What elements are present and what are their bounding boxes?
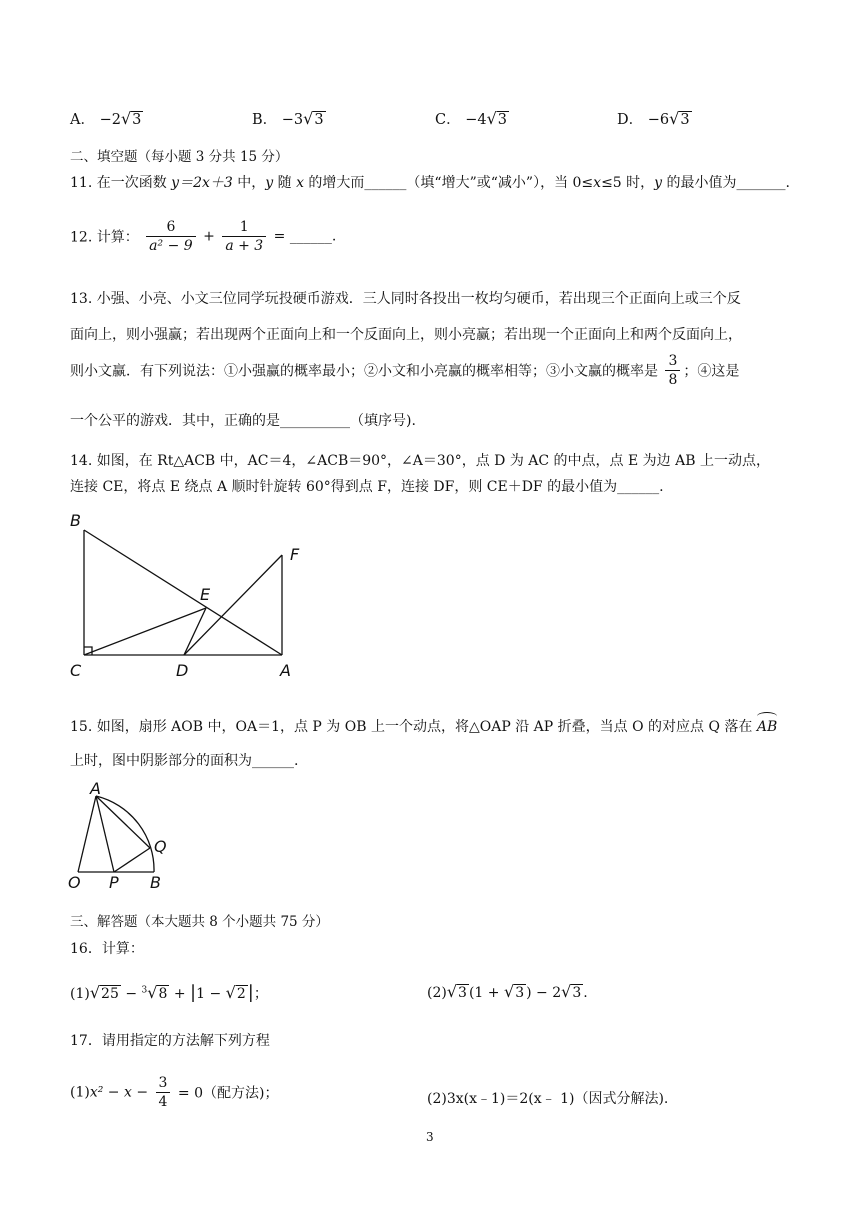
choice-a: A． −2√3	[70, 109, 142, 128]
q11-var-x2: x	[593, 175, 602, 191]
q12-label: 12. 计算：	[70, 229, 139, 246]
q16-p1-root2: 8	[158, 986, 168, 1002]
q17-p1-prefix: (1)	[70, 1084, 90, 1101]
label-b: B	[150, 873, 161, 892]
q11-text-5: ≤5 时，	[601, 175, 655, 191]
q17-p1-expr: x² − x −	[89, 1084, 149, 1101]
q11-var-y: y	[265, 175, 274, 191]
choice-b-radicand: 3	[314, 112, 324, 128]
q13-line-1: 13. 小强、小亮、小文三位同学玩投硬币游戏．三人同时各投出一枚均匀硬币，若出现三个正面向上或三个反	[70, 291, 741, 307]
q17-frac-den: 4	[158, 1094, 168, 1110]
q11-text-6: 的最小值为_______.	[662, 175, 790, 191]
choice-d-label: D．	[617, 112, 644, 128]
choice-b: B． −3√3	[252, 109, 324, 128]
label-d: D	[176, 661, 189, 680]
label-q: Q	[154, 837, 167, 856]
q16-part-1: (1)√25 − $^3$√8 + |1 − √2 |；	[70, 982, 268, 1003]
q15-line-1a: 15. 如图，扇形 AOB 中，OA＝1，点 P 为 OB 上一个动点，将△OAP 沿 AP 折叠，当点 O 的对应点 Q 落在	[70, 719, 753, 735]
q15-sector-figure	[60, 780, 190, 892]
q16-p1-root3: 2	[236, 986, 246, 1002]
segment-df	[184, 555, 282, 655]
q16-part-2: (2)√3 (1 + √3 ) − 2√3 .	[427, 982, 588, 1001]
q13-line-3a: 则小文赢．有下列说法：①小强赢的概率最小；②小文和小亮赢的概率相等；③小文赢的概率是	[70, 363, 658, 380]
q12-fraction-2	[222, 218, 266, 255]
q16-p2-prefix: (2)	[427, 985, 447, 1001]
label-p: P	[109, 873, 119, 892]
q14-triangle-figure	[60, 510, 320, 682]
q11-var-x: x	[296, 175, 304, 191]
choice-c-value: −4	[465, 112, 487, 128]
q16-p2-end: .	[583, 985, 588, 1001]
q16-p1-root1: 25	[101, 986, 119, 1002]
q11-text-4: 的增大而______（填“增大”或“减小”），当 0≤	[303, 175, 594, 191]
q17-label: 17．请用指定的方法解下列方程	[70, 1033, 270, 1049]
q17-part-2: (2)3x(x﹣1)＝2(x﹣ 1)（因式分解法).	[427, 1091, 669, 1107]
choice-c: C． −4√3	[435, 109, 508, 128]
section2-heading: 二、填空题（每小题 3 分共 15 分）	[70, 149, 289, 165]
q14-line-2: 连接 CE，将点 E 绕点 A 顺时针旋转 60°得到点 F，连接 DF，则 CE＋DF 的最小值为______.	[70, 479, 664, 495]
q12-f1-den: a² − 9	[149, 238, 193, 254]
label-o: O	[68, 873, 81, 892]
segment-oa	[78, 796, 96, 872]
q12-f1-num: 6	[146, 218, 196, 237]
q12-f2-den: a + 3	[225, 238, 264, 254]
q11-var-y2: y	[654, 175, 663, 191]
q13-line-4: 一个公平的游戏．其中，正确的是__________（填序号).	[70, 413, 416, 429]
segment-aq	[96, 796, 150, 848]
section3-heading: 三、解答题（本大题共 8 个小题共 75 分）	[70, 914, 329, 930]
q16-p2-root2: 3	[515, 985, 525, 1001]
q12-plus: +	[203, 228, 215, 245]
choice-d-value: −6	[647, 112, 670, 128]
label-f: F	[290, 545, 300, 564]
q17-p1-tail: = 0（配方法)；	[177, 1085, 279, 1102]
page-number: 3	[426, 1130, 434, 1144]
q12-fraction-1	[146, 218, 196, 255]
q16-p2-root1: 3	[458, 985, 467, 1001]
q16-p2-root3: 3	[572, 985, 582, 1001]
q16-p1-abs-a: 1 −	[196, 986, 222, 1002]
q16-p1-end: ；	[253, 986, 268, 1002]
arc-ab-label: AB	[756, 719, 778, 735]
choice-b-value: −3	[281, 112, 304, 128]
q11-text-1: 11. 在一次函数	[70, 175, 172, 191]
label-a: A	[280, 661, 291, 680]
q16-p1-index: 3	[141, 985, 148, 996]
choice-d-radicand: 3	[680, 112, 690, 128]
label-a: A	[90, 780, 101, 798]
label-c: C	[70, 661, 82, 680]
q11-function: y＝2x＋3	[171, 175, 233, 191]
choice-a-radicand: 3	[132, 112, 142, 128]
question-12	[70, 218, 336, 255]
q11-text-2: 中，	[232, 175, 266, 191]
choice-b-label: B．	[252, 112, 278, 128]
q13-line-2: 面向上，则小强赢；若出现两个正面向上和一个反面向上，则小亮赢；若出现一个正面向上和两个反面向上，	[70, 327, 742, 343]
q16-p2-mid: (1 +	[468, 985, 500, 1001]
choice-d: D． −6√3	[617, 109, 690, 128]
label-e: E	[200, 585, 211, 604]
q12-tail: = ______.	[273, 228, 337, 245]
q13-frac-den: 8	[668, 372, 678, 388]
q13-fraction	[665, 352, 680, 389]
q16-p2-minus: − 2	[536, 985, 562, 1001]
q17-frac-num: 3	[156, 1074, 171, 1093]
choice-a-value: −2	[99, 112, 121, 128]
segment-pq	[114, 848, 150, 872]
q17-part-1	[70, 1074, 278, 1111]
choice-c-radicand: 3	[497, 112, 508, 128]
q11-text-3: 随	[273, 175, 297, 191]
question-11	[70, 172, 790, 192]
q12-f2-num: 1	[222, 218, 266, 237]
q15-line-1	[70, 716, 777, 736]
q13-frac-num: 3	[665, 352, 680, 371]
q16-p1-minus: −	[125, 986, 138, 1002]
q17-fraction	[156, 1074, 171, 1111]
segment-ba	[84, 530, 282, 655]
choice-a-label: A．	[70, 112, 95, 128]
q14-line-1: 14. 如图，在 Rt△ACB 中，AC＝4，∠ACB＝90°，∠A＝30°，点 D 为 AC 的中点，点 E 为边 AB 上一动点，	[70, 453, 770, 469]
q15-line-2: 上时，图中阴影部分的面积为______.	[70, 753, 299, 769]
q16-label: 16．计算：	[70, 941, 144, 957]
label-b: B	[70, 511, 81, 530]
segment-ap	[96, 796, 114, 872]
q16-p1-prefix: (1)	[70, 986, 90, 1002]
q13-line-3b: ；④这是	[683, 363, 740, 380]
q16-p1-plus: +	[173, 986, 186, 1002]
choice-c-label: C．	[435, 112, 461, 128]
q16-p2-close: )	[526, 985, 532, 1001]
q13-line-3	[70, 352, 739, 389]
